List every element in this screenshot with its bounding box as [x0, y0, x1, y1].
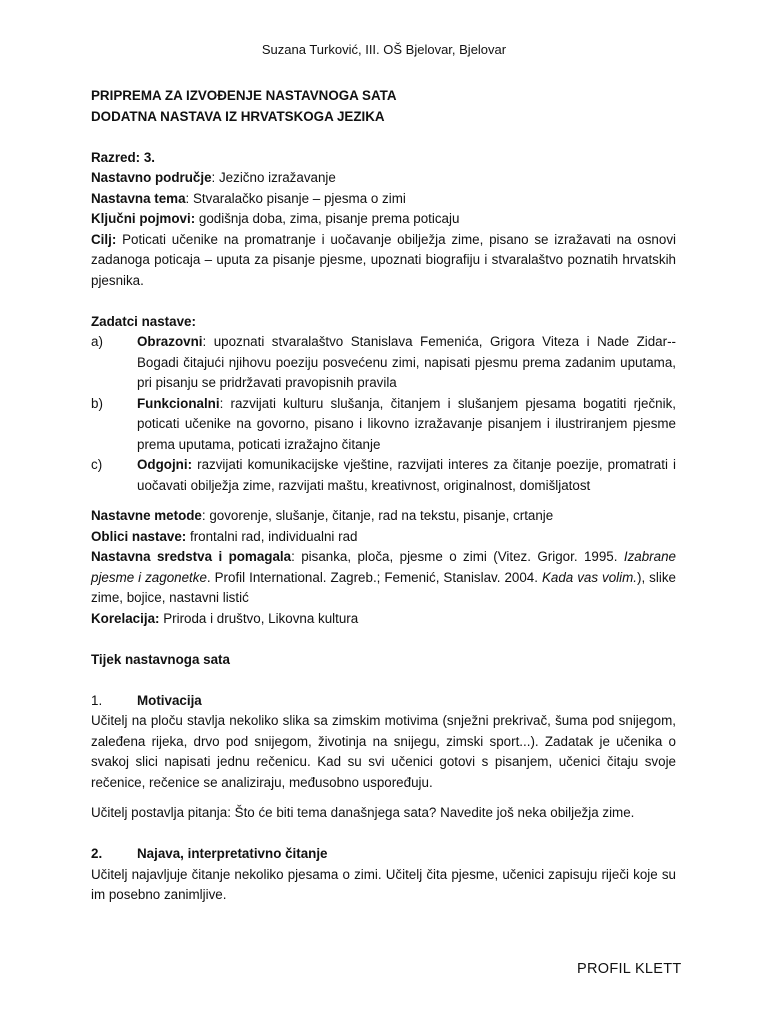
- zadatak-label: Funkcionalni: [137, 395, 220, 411]
- step-1-question: Učitelj postavlja pitanja: Što će biti tema današnjega sata? Navedite još neka obilježja zime.: [91, 805, 635, 820]
- publisher-footer: PROFIL KLETT: [577, 961, 682, 977]
- zadatak-text: : razvijati kulturu slušanja, čitanjem i slušanjem pjesama bogatiti rječnik, poticati učenike na govorno, pisano i likovno izražavanje pisanjem i ilustriranjem pjesme prema uputama, poticati izražajno čitanje: [137, 395, 676, 452]
- zadatak-item: [91, 455, 676, 496]
- sredstva-label: Nastavna sredstva i pomagala: [91, 549, 292, 564]
- korelacija-value: Priroda i društvo, Likovna kultura: [159, 610, 359, 626]
- podrucje-value: : Jezično izražavanje: [211, 170, 336, 185]
- cilj-paragraph: [91, 230, 676, 292]
- title-line-1: PRIPREMA ZA IZVOĐENJE NASTAVNOGA SATA: [91, 88, 397, 103]
- zadatak-item: [91, 332, 676, 394]
- zadatak-text: : upoznati stvaralaštvo Stanislava Femenića, Grigora Viteza i Nade Zidar--Bogadi čitajući njihovu poeziju posvećenu zimi, napisati pjesmu prema zadanim uputama, pri pisanju se pridržavati pravopisnih pravila: [137, 334, 676, 390]
- zadatak-label: Obrazovni: [137, 334, 203, 349]
- oblici-value: frontalni rad, individualni rad: [186, 528, 358, 544]
- metode-line: [91, 506, 676, 527]
- step-2-number: 2.: [91, 846, 103, 861]
- step-1-text: Učitelj na ploču stavlja nekoliko slika sa zimskim motivima (snježni prekrivač, šuma pod snijegom, zaleđena rijeka, drvo pod snijegom, životinja na snijegu, zimski sport...). Zadatak je učenika o svakoj slici napisati jednu rečenicu. Kad su svi učenici gotovi s pisanjem, učenici čitaju svoje rečenice, rečenice se analiziraju, međusobno uspoređuju.: [91, 713, 676, 790]
- podrucje-label: Nastavno područje: [91, 170, 212, 185]
- pojmovi-value: godišnja doba, zima, pisanje prema poticaju: [195, 211, 460, 226]
- zadatak-letter: c): [91, 457, 103, 472]
- zadatak-text: razvijati komunikacijske vještine, razvijati interes za čitanje poezije, promatrati i uočavati obilježja zime, razvijati maštu, kreativnost, originalnost, domišljatost: [137, 457, 676, 493]
- razred-line: Razred: 3.: [91, 149, 155, 165]
- korelacija-line: [91, 609, 676, 630]
- pojmovi-line: [91, 209, 676, 230]
- step-2-text: Učitelj najavljuje čitanje nekoliko pjesama o zimi. Učitelj čita pjesme, učenici zapisuju riječi koje su im posebno zanimljive.: [91, 866, 676, 902]
- korelacija-label: Korelacija:: [91, 610, 160, 626]
- zadatak-letter: b): [91, 395, 103, 411]
- document-body: [91, 86, 676, 906]
- step-1-title: Motivacija: [137, 692, 202, 708]
- cilj-value: Poticati učenike na promatranje i uočavanje obilježja zime, pisano se izražavati na osnovi zadanoga poticaja – uputa za pisanje pjesme, upoznati biografiju i stvaralaštvo poznatih hrvatskih pjesnika.: [91, 231, 676, 288]
- sredstva-text-3: ), slike zime, bojice, nastavni listić: [91, 569, 676, 605]
- page-header: Suzana Turković, III. OŠ Bjelovar, Bjelovar: [261, 42, 507, 57]
- tijek-heading: Tijek nastavnoga sata: [91, 651, 230, 667]
- sredstva-book-title-1: Izabrane pjesme i zagonetke: [91, 549, 676, 585]
- step-2-title: Najava, interpretativno čitanje: [137, 846, 328, 861]
- sredstva-book-title-2: Kada vas volim.: [541, 569, 638, 585]
- zadatci-heading: Zadatci nastave:: [91, 313, 196, 329]
- zadatak-label: Odgojni:: [137, 457, 193, 472]
- step-1-heading: [91, 691, 676, 712]
- cilj-label: Cilj:: [91, 231, 117, 247]
- tema-label: Nastavna tema: [91, 190, 186, 206]
- title-line-2: DODATNA NASTAVA IZ HRVATSKOGA JEZIKA: [91, 108, 385, 124]
- step-1-number: 1.: [91, 692, 103, 708]
- tema-value: : Stvaralačko pisanje – pjesma o zimi: [185, 190, 406, 206]
- podrucje-line: [91, 168, 676, 189]
- sredstva-text-1: : pisanka, ploča, pjesme o zimi (Vitez. Grigor. 1995.: [291, 549, 624, 564]
- sredstva-paragraph: [91, 547, 676, 609]
- metode-value: : govorenje, slušanje, čitanje, rad na tekstu, pisanje, crtanje: [201, 508, 554, 523]
- pojmovi-label: Ključni pojmovi:: [91, 211, 196, 226]
- tema-line: [91, 189, 676, 210]
- zadatak-letter: a): [91, 334, 103, 349]
- oblici-label: Oblici nastave:: [91, 528, 187, 544]
- step-2-heading: [91, 844, 676, 865]
- oblici-line: [91, 527, 676, 548]
- metode-label: Nastavne metode: [91, 508, 202, 523]
- sredstva-text-2: . Profil International. Zagreb.; Femenić, Stanislav. 2004.: [206, 569, 542, 585]
- zadatak-item: [91, 394, 676, 456]
